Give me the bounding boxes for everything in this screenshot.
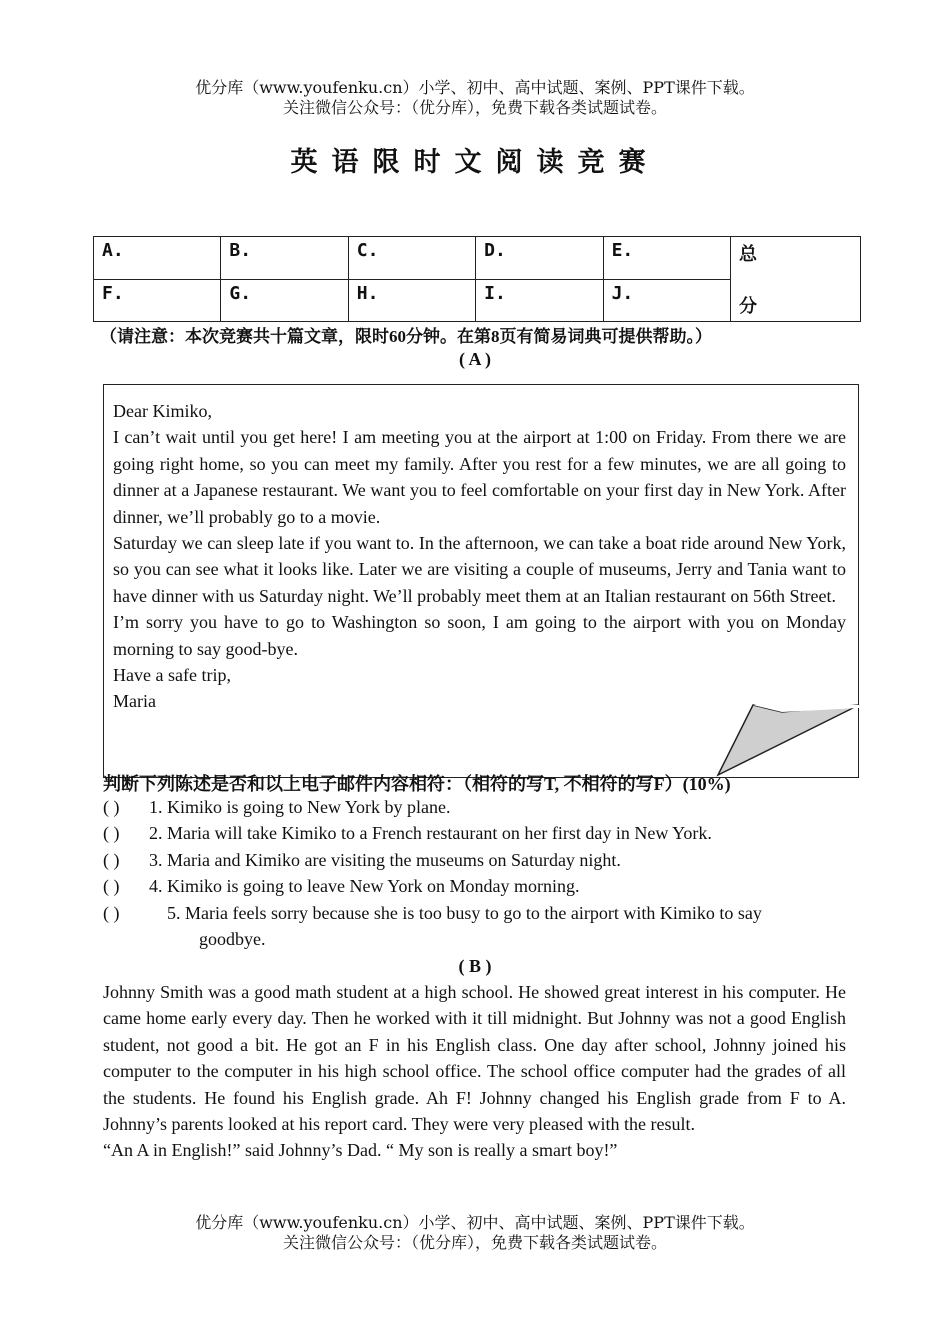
question-item [103, 794, 846, 820]
letter-greeting: Dear Kimiko, [113, 401, 212, 421]
header-line-2: 关注微信公众号：（优分库），免费下载各类试题试卷。 [282, 98, 667, 117]
letter-paragraph: Saturday we can sleep late if you want to. In the afternoon, we can take a boat ride around New York, so you can see what it looks like. Later we are visiting a couple of museums, Jerry and Tania want to have dinner with us Saturday night. We’ll probably meet them at an Italian restaurant on 56th Street. [113, 533, 846, 606]
question-text: 3. Maria and Kimiko are visiting the museums on Saturday night. [149, 850, 621, 870]
question-text: 2. Maria will take Kimiko to a French restaurant on her first day in New York. [149, 823, 712, 843]
score-cell-b[interactable]: B. [221, 237, 348, 280]
answer-blank[interactable]: ( ) [103, 876, 120, 896]
total-label-top: 总 [739, 244, 757, 265]
letter-closing: Have a safe trip, [113, 665, 231, 686]
letter-paragraph: I can’t wait until you get here! I am meeting you at the airport at 1:00 on Friday. From there we are going right home, so you can meet my family. After you rest for a few minutes, we are all going to dinner at a Japanese restaurant. We want you to feel comfortable on your first day in New York. After dinner, we’ll probably go to a movie. [113, 427, 846, 527]
section-b-label: ( B ) [458, 956, 492, 976]
score-cell-i[interactable]: I. [476, 279, 603, 322]
footer-line-2: 关注微信公众号：（优分库），免费下载各类试题试卷。 [282, 1233, 667, 1252]
question-text: 5. Maria feels sorry because she is too busy to go to the airport with Kimiko to say [167, 903, 762, 923]
notice-text: （请注意：本次竞赛共十篇文章，限时60分钟。在第8页有简易词典可提供帮助。） [100, 327, 712, 346]
score-cell-a[interactable]: A. [94, 237, 221, 280]
section-a-label: ( A ) [458, 349, 491, 369]
score-cell-h[interactable]: H. [348, 279, 475, 322]
answer-blank[interactable]: ( ) [103, 850, 120, 870]
total-label-bottom: 分 [739, 296, 757, 317]
footer-line-1: 优分库（www.youfenku.cn）小学、初中、高中试题、案例、PPT课件下载。 [195, 1213, 755, 1232]
question-item [103, 873, 846, 899]
score-cell-f[interactable]: F. [94, 279, 221, 322]
score-cell-g[interactable]: G. [221, 279, 348, 322]
answer-blank[interactable]: ( ) [103, 797, 120, 817]
letter-body [113, 398, 846, 715]
question-item [103, 820, 846, 846]
score-cell-j[interactable]: J. [603, 279, 730, 322]
passage-paragraph: Johnny Smith was a good math student at a high school. He showed great interest in his computer. He came home early every day. Then he worked with it till midnight. But Johnny was not a good English student, not good a bit. He got an F in his English class. One day after school, Johnny joined his computer to the computer in his high school office. The school office computer had the grades of all the students. He found his English grade. Ah F! Johnny changed his English grade from F to A. Johnny’s parents looked at his report card. They were very pleased with the result. [103, 982, 846, 1135]
question-text: 4. Kimiko is going to leave New York on Monday morning. [149, 876, 580, 896]
letter-paragraph: I’m sorry you have to go to Washington so soon, I am going to the airport with you on Monday morning to say good-bye. [113, 612, 846, 659]
question-text-continued: goodbye. [199, 929, 266, 950]
question-item [103, 847, 846, 873]
page-title: 英语限时文阅读竞赛 [290, 147, 660, 178]
score-cell-e[interactable]: E. [603, 237, 730, 280]
passage-paragraph: “An A in English!” said Johnny’s Dad. “ My son is really a smart boy!” [103, 1140, 618, 1161]
header-line-1: 优分库（www.youfenku.cn）小学、初中、高中试题、案例、PPT课件下载。 [195, 78, 755, 97]
passage-b [103, 979, 846, 1164]
question-item [103, 900, 846, 953]
score-cell-c[interactable]: C. [348, 237, 475, 280]
answer-blank[interactable]: ( ) [103, 903, 120, 923]
question-text: 1. Kimiko is going to New York by plane. [149, 797, 451, 817]
letter-signature: Maria [113, 691, 156, 712]
instruction-text: 判断下列陈述是否和以上电子邮件内容相符：（相符的写T, 不相符的写F）(10%) [103, 774, 731, 794]
score-cell-d[interactable]: D. [476, 237, 603, 280]
answer-blank[interactable]: ( ) [103, 823, 120, 843]
